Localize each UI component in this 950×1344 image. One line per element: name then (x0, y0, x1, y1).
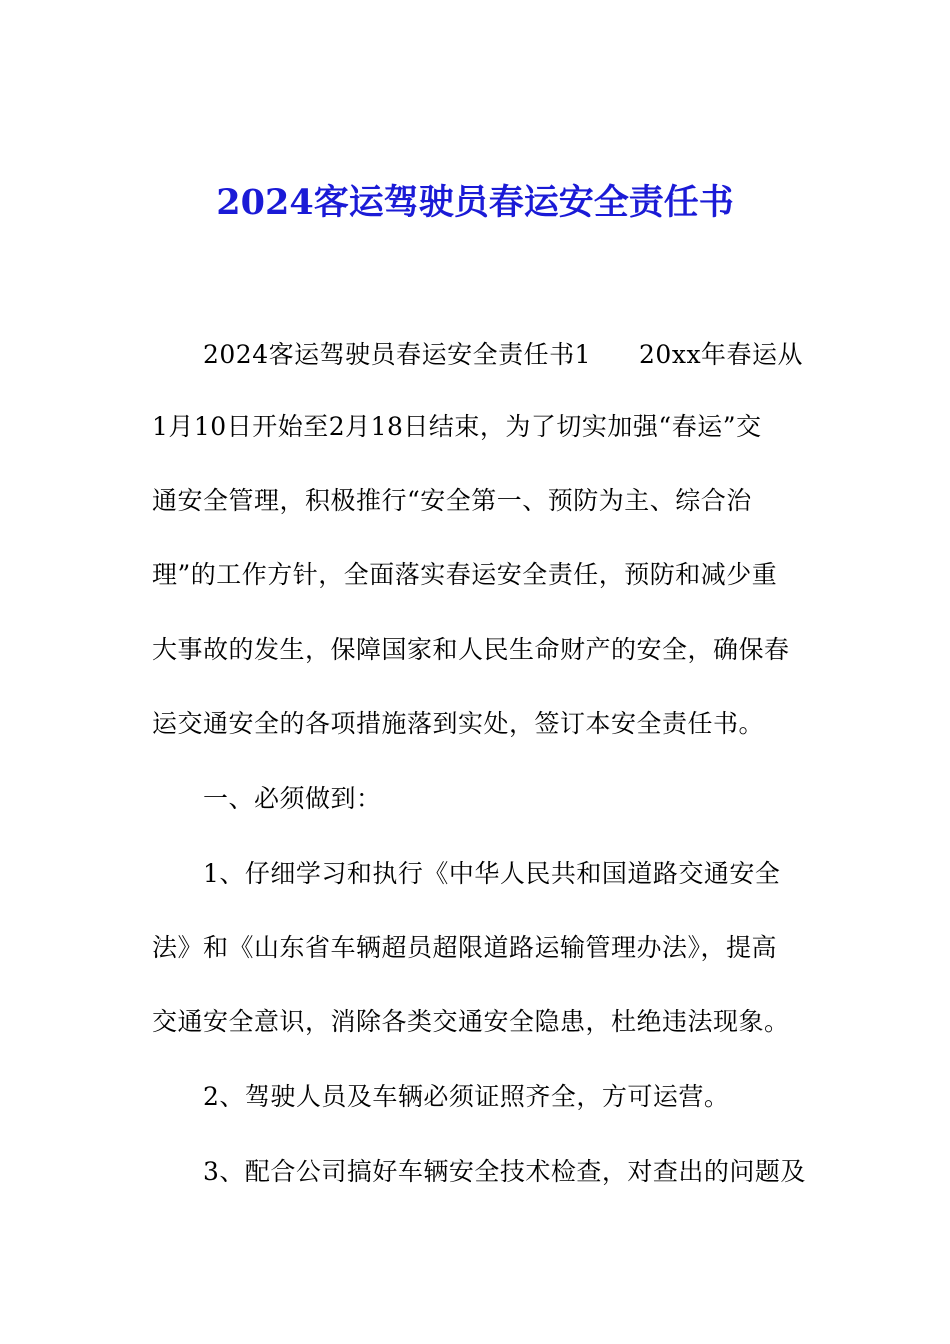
paragraph-line: 法》和《山东省车辆超员超限道路运输管理办法》，提高 (152, 933, 778, 962)
paragraph-line: 通安全管理，积极推行“安全第一、预防为主、综合治 (152, 486, 752, 515)
paragraph-line: 交通安全意识，消除各类交通安全隐患，杜绝违法现象。 (152, 1007, 790, 1036)
paragraph-line: 1、仔细学习和执行《中华人民共和国道路交通安全 (203, 859, 781, 888)
paragraph-line: 运交通安全的各项措施落到实处，签订本安全责任书。 (152, 709, 765, 738)
paragraph-line: 2、驾驶人员及车辆必须证照齐全，方可运营。 (203, 1082, 730, 1111)
paragraph-line-part-b: 20xx年春运从 (639, 340, 804, 369)
paragraph-line (203, 337, 803, 373)
paragraph-line: 1月10日开始至2月18日结束，为了切实加强“春运”交 (152, 412, 762, 441)
section-heading: 一、必须做到： (203, 784, 382, 813)
document-title: 2024客运驾驶员春运安全责任书 (216, 182, 734, 223)
paragraph-line: 3、配合公司搞好车辆安全技术检查，对查出的问题及 (203, 1157, 806, 1186)
paragraph-line-part-a: 2024客运驾驶员春运安全责任书1 (203, 340, 592, 369)
paragraph-line: 大事故的发生，保障国家和人民生命财产的安全，确保春 (152, 635, 790, 664)
paragraph-line: 理”的工作方针，全面落实春运安全责任，预防和减少重 (152, 560, 778, 589)
